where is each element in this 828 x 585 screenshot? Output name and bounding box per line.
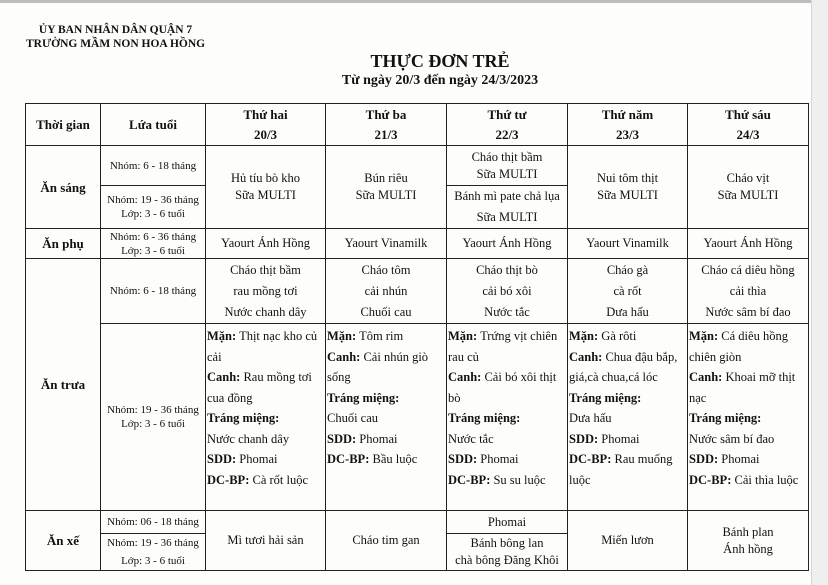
age-group-line: Nhóm: 19 - 36 tháng: [107, 194, 199, 206]
day-date: 24/3: [736, 126, 760, 142]
lunch-item-value: Gà rôti: [601, 329, 637, 343]
lunch-item-man: [448, 326, 566, 367]
lunch-infant-mon: [206, 259, 326, 324]
age-group-line: Nhóm: 19 - 36 tháng: [107, 404, 199, 416]
lunch-row-2: [26, 324, 809, 511]
lunch-item-value: Chua đậu bắp, giá,cà chua,cá lóc: [569, 349, 678, 384]
snack-fri: Yaourt Ánh Hồng: [688, 229, 809, 259]
scrollbar-track[interactable]: [811, 0, 828, 585]
lunch-item-label: SDD:: [207, 452, 237, 466]
lunch-item-canh: [448, 367, 566, 408]
dish: Sữa MULTI: [476, 166, 538, 181]
org-line-2: TRƯỜNG MẦM NON HOA HỒNG: [26, 38, 206, 50]
age-group-line: Lớp: 3 - 6 tuổi: [121, 208, 185, 220]
age-group: [101, 229, 206, 259]
afternoon-thu: Miến lươn: [568, 511, 688, 571]
dish: Bánh mì pate chả lụa: [454, 189, 560, 203]
header-day-fri: [688, 104, 809, 146]
lunch-item-dcbp: [207, 470, 324, 491]
snack-tue: Yaourt Vinamilk: [326, 229, 447, 259]
lunch-infant-wed: [447, 259, 568, 324]
lunch-item-sdd: [207, 449, 324, 470]
lunch-item-value: Phomai: [721, 452, 760, 466]
meal-breakfast: Ăn sáng: [26, 146, 101, 229]
dish: Bún riêu: [364, 171, 408, 185]
lunch-item-canh: [689, 367, 807, 408]
lunch-item-trang-mieng: [569, 388, 686, 429]
lunch-item-value: Cá diêu hồng chiên giòn: [689, 329, 788, 364]
dish: Sữa MULTI: [355, 188, 417, 202]
lunch-item-sdd: [448, 449, 566, 470]
dish: Cháo thịt bò: [476, 262, 538, 277]
lunch-item-label: Tráng miệng:: [448, 411, 521, 425]
lunch-item-label: DC-BP:: [448, 472, 491, 487]
day-date: 23/3: [615, 126, 640, 142]
breakfast-wed-infant: [447, 146, 568, 186]
lunch-item-value: Phomai: [601, 431, 640, 446]
window-top-edge: [0, 0, 828, 3]
dish: Cháo gà: [606, 262, 649, 277]
lunch-item-label: Canh:: [569, 349, 603, 364]
lunch-detail-tue: [326, 324, 447, 511]
lunch-item-label: Mặn:: [569, 329, 599, 343]
lunch-item-sdd: [327, 429, 445, 450]
dish: Sữa MULTI: [476, 210, 538, 224]
date-range: Từ ngày 20/3 đến ngày 24/3/2023: [341, 73, 539, 88]
dish: Nước chanh dây: [224, 304, 307, 319]
lunch-item-label: Canh:: [327, 349, 361, 364]
meal-snack: Ăn phụ: [26, 229, 101, 259]
lunch-item-label: Mặn:: [327, 329, 357, 343]
dish: Bánh bông lan: [470, 536, 544, 550]
afternoon-tue: Cháo tim gan: [326, 511, 447, 571]
afternoon-mon: Mì tươi hải sản: [206, 511, 326, 571]
age-group: [101, 186, 206, 229]
lunch-detail-thu: [568, 324, 688, 511]
afternoon-fri: [688, 511, 809, 571]
header-day-mon: [206, 104, 326, 146]
dish: Cháo thịt bầm: [471, 149, 543, 164]
dish: Nước sâm bí đao: [705, 304, 791, 319]
dish: cà rốt: [613, 283, 642, 298]
lunch-infant-fri: [688, 259, 809, 324]
lunch-item-value: Cà rốt luộc: [252, 472, 309, 487]
day-name: Thứ ba: [365, 106, 407, 122]
breakfast-row-1: [26, 146, 809, 186]
lunch-item-value: Su su luộc: [493, 472, 546, 487]
lunch-row-1: [26, 259, 809, 324]
dish: chà bông Đăng Khôi: [455, 553, 559, 567]
lunch-item-label: Mặn:: [207, 329, 237, 343]
lunch-item-value: Thịt nạc kho củ cải: [207, 329, 318, 364]
lunch-item-value: Cải nhún giò sống: [327, 349, 429, 384]
snack-thu: Yaourt Vinamilk: [568, 229, 688, 259]
dish: Nước tắc: [484, 304, 530, 319]
dish: cải bó xôi: [482, 283, 532, 298]
breakfast-fri: [688, 146, 809, 229]
lunch-item-label: DC-BP:: [689, 472, 732, 487]
lunch-item-label: SDD:: [689, 452, 719, 466]
lunch-item-value: Phomai: [239, 452, 278, 466]
lunch-item-label: SDD:: [327, 431, 357, 446]
org-line-1: ỦY BAN NHÂN DÂN QUẬN 7: [38, 24, 193, 36]
lunch-item-label: Tráng miệng:: [207, 411, 280, 425]
age-group: Nhóm: 6 - 18 tháng: [101, 259, 206, 324]
lunch-item-trang-mieng: [689, 408, 807, 449]
lunch-item-value: Tôm rim: [359, 329, 404, 343]
lunch-item-label: SDD:: [569, 431, 599, 446]
header-day-tue: [326, 104, 447, 146]
lunch-item-dcbp: [327, 449, 445, 470]
lunch-detail-fri: [688, 324, 809, 511]
dish: cải nhún: [364, 283, 408, 298]
lunch-item-label: SDD:: [448, 452, 478, 466]
breakfast-mon: [206, 146, 326, 229]
afternoon-row-1: [26, 511, 809, 534]
lunch-item-sdd: [569, 429, 686, 450]
organization-header: [26, 23, 205, 51]
lunch-item-label: Tráng miệng:: [689, 411, 762, 425]
lunch-infant-tue: [326, 259, 447, 324]
lunch-item-trang-mieng: [327, 388, 445, 429]
lunch-item-value: Rau mồng tơi cua đồng: [207, 370, 312, 405]
menu-table: [25, 103, 809, 571]
breakfast-wed-older: [447, 186, 568, 229]
day-name: Thứ sáu: [725, 106, 771, 122]
lunch-item-label: Mặn:: [689, 329, 719, 343]
dish: Nui tôm thịt: [596, 171, 659, 185]
lunch-item-dcbp: [689, 470, 807, 491]
lunch-item-man: [327, 326, 445, 347]
lunch-item-man: [569, 326, 686, 347]
lunch-item-value: Nước chanh dây: [207, 431, 290, 446]
document-title: THỰC ĐƠN TRẺ: [370, 51, 510, 71]
dish: Ánh hồng: [723, 541, 773, 556]
dish: Cháo vịt: [726, 171, 770, 185]
lunch-item-value: Phomai: [359, 431, 398, 446]
dish: Chuối cau: [360, 304, 412, 319]
dish: rau mồng tơi: [233, 283, 298, 298]
lunch-item-label: Canh:: [207, 370, 241, 384]
header-day-thu: [568, 104, 688, 146]
dish: cải thìa: [729, 283, 767, 298]
lunch-item-label: DC-BP:: [327, 452, 370, 466]
age-group: [101, 534, 206, 571]
meal-afternoon: Ăn xế: [26, 511, 101, 571]
lunch-item-value: Bầu luộc: [372, 452, 418, 466]
afternoon-wed-infant: Phomai: [447, 511, 568, 534]
lunch-item-value: Cải bó xôi thịt bò: [448, 370, 557, 405]
header-day-wed: [447, 104, 568, 146]
day-date: 20/3: [253, 126, 278, 142]
age-group-line: Lớp: 3 - 6 tuổi: [121, 555, 185, 567]
lunch-item-value: Khoai mỡ thịt nạc: [689, 370, 796, 405]
lunch-item-label: Canh:: [448, 370, 482, 384]
dish: Sữa MULTI: [235, 188, 296, 202]
lunch-item-label: DC-BP:: [569, 452, 612, 466]
lunch-item-value: Rau muống luộc: [569, 452, 673, 487]
lunch-item-canh: [207, 367, 324, 408]
dish: Bánh plan: [722, 524, 774, 539]
age-group-line: Nhóm: 19 - 36 tháng: [107, 537, 199, 549]
lunch-item-value: Dưa hấu: [569, 411, 612, 425]
dish: Cháo tôm: [361, 262, 411, 277]
dish: Sữa MULTI: [717, 188, 779, 202]
day-name: Thứ tư: [487, 106, 527, 122]
lunch-item-label: Tráng miệng:: [327, 390, 400, 405]
day-name: Thứ hai: [243, 106, 288, 122]
dish: Sữa MULTI: [597, 188, 658, 202]
lunch-item-sdd: [689, 449, 807, 470]
breakfast-tue: [326, 146, 447, 229]
lunch-item-value: Nước tắc: [448, 431, 494, 446]
age-group-line: Lớp: 3 - 6 tuổi: [121, 418, 185, 430]
lunch-item-label: Tráng miệng:: [569, 390, 642, 405]
age-group-line: Lớp: 3 - 6 tuổi: [121, 244, 185, 257]
lunch-item-label: DC-BP:: [207, 472, 250, 487]
lunch-item-value: Trứng vịt chiên rau củ: [448, 329, 558, 364]
lunch-infant-thu: [568, 259, 688, 324]
snack-row: [26, 229, 809, 259]
lunch-item-man: [689, 326, 807, 367]
header-row: [26, 104, 809, 146]
lunch-item-trang-mieng: [448, 408, 566, 449]
lunch-detail-wed: [447, 324, 568, 511]
header-time: Thời gian: [26, 104, 101, 146]
lunch-item-label: Canh:: [689, 370, 723, 384]
lunch-item-trang-mieng: [207, 408, 324, 449]
snack-mon: Yaourt Ánh Hồng: [206, 229, 326, 259]
header-age: Lứa tuổi: [101, 104, 206, 146]
snack-wed: Yaourt Ánh Hồng: [447, 229, 568, 259]
lunch-item-value: Cải thìa luộc: [734, 472, 799, 487]
dish: Hủ tíu bò kho: [230, 171, 301, 185]
dish: Dưa hấu: [606, 304, 649, 319]
age-group: Nhóm: 6 - 18 tháng: [101, 146, 206, 186]
lunch-detail-mon: [206, 324, 326, 511]
dish: Cháo thịt bầm: [230, 262, 301, 277]
day-date: 21/3: [374, 126, 398, 142]
lunch-item-canh: [569, 347, 686, 388]
dish: Cháo cá diêu hồng: [701, 262, 795, 277]
lunch-item-dcbp: [448, 470, 566, 491]
age-group-line: Nhóm: 6 - 36 tháng: [109, 230, 197, 243]
lunch-item-label: Mặn:: [448, 329, 478, 343]
lunch-item-man: [207, 326, 324, 367]
age-group: Nhóm: 06 - 18 tháng: [101, 511, 206, 534]
lunch-item-value: Phomai: [480, 452, 519, 466]
lunch-item-canh: [327, 347, 445, 388]
afternoon-wed-older: [447, 534, 568, 571]
meal-lunch: Ăn trưa: [26, 259, 101, 511]
lunch-item-value: Chuối cau: [327, 411, 379, 425]
lunch-item-value: Nước sâm bí đao: [689, 431, 775, 446]
document-title-block: [300, 50, 580, 90]
age-group: [101, 324, 206, 511]
day-date: 22/3: [495, 126, 519, 142]
day-name: Thứ năm: [601, 106, 654, 122]
lunch-item-dcbp: [569, 449, 686, 490]
breakfast-thu: [568, 146, 688, 229]
